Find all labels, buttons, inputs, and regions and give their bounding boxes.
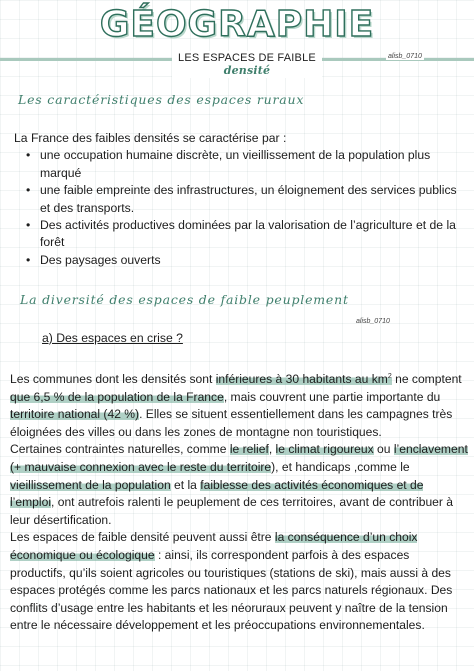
section-heading-diversity: La diversité des espaces de faible peuplement bbox=[20, 292, 349, 307]
author-signature-2: alisb_0710 bbox=[356, 318, 390, 325]
text-run: Les communes dont les densités sont bbox=[10, 372, 216, 387]
characteristics-item: • Des activités productives dominées par la valorisation de l’agriculture et de la forêt bbox=[40, 217, 464, 252]
paragraph-choice bbox=[10, 529, 468, 635]
characteristics-intro: La France des faibles densités se caractérise par : bbox=[14, 131, 287, 145]
page-subtitle bbox=[172, 51, 322, 78]
paragraph-densities bbox=[10, 368, 468, 441]
paragraph-constraints bbox=[10, 441, 468, 529]
highlight-climate: le climat rigoureux bbox=[275, 442, 374, 457]
highlight-density bbox=[216, 372, 392, 386]
highlight-relief: le relief bbox=[229, 442, 269, 457]
highlight-choice: la conséquence d’un choix économique ou écologique bbox=[10, 530, 418, 562]
highlight-economy: faiblesse des activités économiques et de l’emploi bbox=[10, 477, 424, 510]
superscript: 2 bbox=[387, 373, 392, 380]
highlight-population: que 6,5 % de la population de la France bbox=[10, 389, 224, 404]
section-characteristics-content bbox=[14, 130, 464, 269]
characteristics-item: • Des paysages ouverts bbox=[40, 252, 464, 269]
characteristics-item: • une faible empreinte des infrastructures, un éloignement des services publics et des transports. bbox=[40, 182, 464, 217]
text-run: , mais couvrent une partie importante du bbox=[223, 389, 441, 404]
text-run: et la bbox=[170, 477, 201, 492]
text-run: : ainsi, ils correspondent parfois à des espaces productifs, qu’ils soient agricoles ou touristiques (stations de ski), mais aussi à des espaces protégés comme les parcs nationaux et les parcs naturels régionaux. Des conflits d’usage entre les habitants et les néoruraux peuvent y naître de la tension entre le nécessaire développement et les préoccupations environnementales. bbox=[10, 547, 453, 633]
subtitle-main: LES ESPACES DE FAIBLE bbox=[178, 52, 316, 64]
section-diversity-content bbox=[10, 368, 468, 635]
highlight-territory: territoire national (42 %) bbox=[10, 407, 140, 422]
subheading-crisis: a) Des espaces en crise ? bbox=[42, 331, 183, 345]
text-run: , ont autrefois ralenti le peuplement de ces territoires, avant de contribuer à leur désertification. bbox=[10, 495, 454, 527]
header-divider-left bbox=[0, 58, 172, 61]
highlight-aging: vieillissement de la population bbox=[10, 477, 171, 492]
highlight-enclavement: l’enclavement (+ mauvaise connexion avec le reste du territoire bbox=[10, 442, 468, 474]
text-run: Les espaces de faible densité peuvent aussi être bbox=[10, 530, 275, 545]
text-run: Certaines contraintes naturelles, comme bbox=[10, 442, 230, 457]
author-signature: alisb_0710 bbox=[388, 53, 422, 60]
characteristics-list bbox=[14, 147, 464, 269]
page-title: GÉOGRAPHIE bbox=[99, 4, 375, 45]
text-run: ne comptent bbox=[391, 372, 462, 387]
text-run: . Elles se situent essentiellement dans les campagnes très éloignées des villes ou dans les zones de montagne non touristiques. bbox=[10, 407, 453, 439]
text-run: , bbox=[268, 442, 276, 457]
subtitle-accent: densité bbox=[223, 64, 271, 77]
highlight-text: inférieures à 30 habitants au km bbox=[215, 372, 388, 387]
characteristics-item: • une occupation humaine discrète, un vieillissement de la population plus marqué bbox=[40, 147, 464, 182]
text-run: ou bbox=[373, 442, 394, 457]
section-heading-characteristics: Les caractéristiques des espaces ruraux bbox=[18, 92, 305, 107]
text-run: ), et handicaps ,comme le bbox=[271, 460, 410, 474]
